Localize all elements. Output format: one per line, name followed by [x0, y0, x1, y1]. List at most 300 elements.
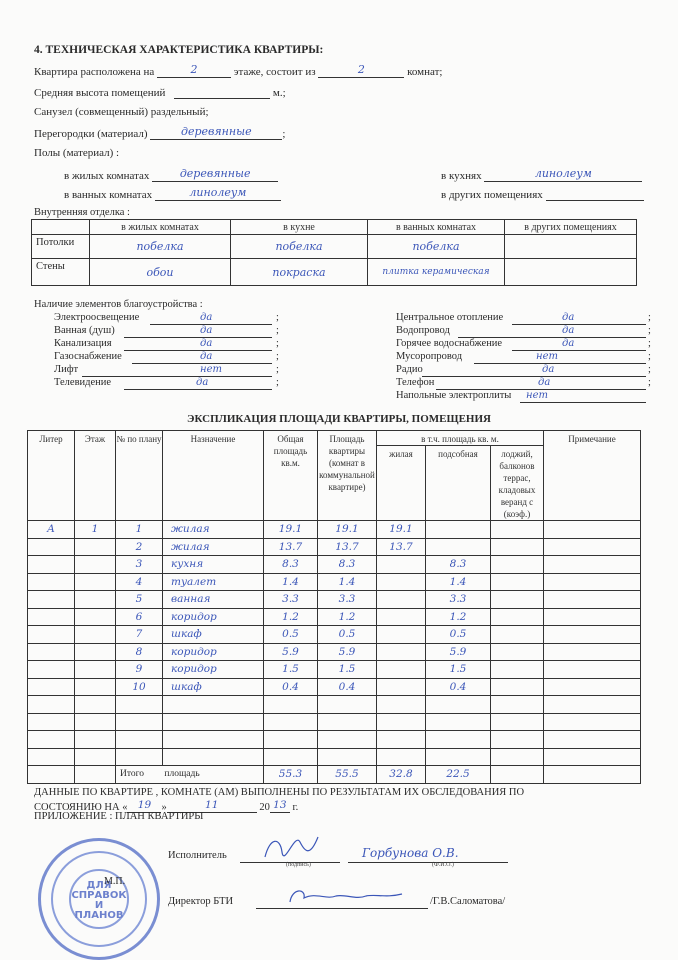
header-auxiliary: подсобная — [426, 446, 491, 521]
floors-living-line — [64, 168, 278, 182]
cell-aux[interactable] — [426, 696, 491, 714]
amenity-line — [512, 338, 646, 351]
floors-other-label: в других помещениях — [441, 189, 543, 201]
amenity-line — [82, 364, 272, 377]
cell-living[interactable] — [377, 678, 426, 696]
stamp-line: СПРАВОК — [71, 890, 127, 901]
floors-bath-label: в ванных комнатах — [64, 189, 153, 201]
amenity-item — [396, 338, 656, 352]
total-cell-note — [544, 766, 641, 784]
cell-aux[interactable]: 1.4 — [426, 573, 491, 591]
finish-cell[interactable] — [505, 235, 637, 259]
cell-no[interactable]: 9 — [116, 661, 163, 679]
cell-loggia[interactable] — [491, 678, 544, 696]
amenity-semicolon: ; — [276, 338, 279, 349]
finish-header-living: в жилых комнатах — [90, 220, 231, 235]
table-row — [28, 748, 641, 766]
cell-loggia[interactable] — [491, 521, 544, 539]
total-sum-apt[interactable]: 55.5 — [318, 766, 377, 784]
executor-label: Исполнитель — [168, 850, 227, 861]
amenities-left — [54, 312, 284, 397]
cell-living[interactable] — [377, 573, 426, 591]
cell-total[interactable] — [264, 713, 318, 731]
cell-total[interactable]: 3.3 — [264, 591, 318, 609]
amenity-value[interactable]: да — [542, 364, 555, 375]
table-row — [28, 521, 641, 539]
executor-name-line — [348, 848, 508, 863]
table-row — [28, 538, 641, 556]
cell-loggia[interactable] — [491, 573, 544, 591]
finish-cell[interactable]: побелка — [368, 235, 505, 259]
cell-apt[interactable]: 0.4 — [318, 678, 377, 696]
partitions-line: Перегородки (материал) деревянные ; — [34, 125, 286, 140]
cell-no[interactable] — [116, 731, 163, 749]
cell-liter[interactable] — [28, 573, 75, 591]
amenity-value[interactable]: да — [200, 351, 213, 362]
cell-loggia[interactable] — [491, 538, 544, 556]
cell-floor[interactable] — [75, 608, 116, 626]
amenity-label: Газоснабжение — [54, 351, 122, 362]
finish-row-walls — [32, 259, 637, 286]
attachment-text: ПРИЛОЖЕНИЕ : ПЛАН КВАРТИРЫ — [34, 811, 204, 822]
cell-note[interactable] — [544, 713, 641, 731]
cell-note[interactable] — [544, 608, 641, 626]
amenity-value[interactable]: да — [196, 377, 209, 388]
cell-note[interactable] — [544, 678, 641, 696]
cell-loggia[interactable] — [491, 591, 544, 609]
amenity-line — [512, 312, 646, 325]
finish-header-empty — [32, 220, 90, 235]
floors-living-value[interactable]: деревянные — [152, 168, 278, 182]
amenity-value[interactable]: да — [200, 338, 213, 349]
height-line — [34, 85, 286, 99]
finish-cell[interactable]: побелка — [231, 235, 368, 259]
cell-living[interactable] — [377, 556, 426, 574]
date-year[interactable]: 13 — [270, 799, 290, 813]
rooms-label: комнат; — [407, 66, 443, 78]
amenity-line — [124, 338, 272, 351]
floors-bath-value[interactable]: линолеум — [155, 187, 281, 201]
finish-cell[interactable]: побелка — [90, 235, 231, 259]
height-value[interactable] — [174, 85, 270, 99]
cell-living[interactable] — [377, 626, 426, 644]
cell-total[interactable]: 8.3 — [264, 556, 318, 574]
cell-purpose[interactable]: коридор — [163, 608, 264, 626]
header-living: жилая — [377, 446, 426, 521]
cell-aux[interactable]: 5.9 — [426, 643, 491, 661]
cell-no[interactable]: 4 — [116, 573, 163, 591]
signature-caption: (подпись) — [286, 862, 311, 868]
cell-apt[interactable]: 13.7 — [318, 538, 377, 556]
finish-table — [31, 219, 637, 286]
cell-purpose[interactable]: коридор — [163, 661, 264, 679]
cell-note[interactable] — [544, 556, 641, 574]
cell-living[interactable]: 13.7 — [377, 538, 426, 556]
floors-other-line — [441, 187, 644, 201]
amenity-value[interactable]: да — [562, 325, 575, 336]
quote-close: » — [161, 802, 167, 813]
cell-total[interactable]: 5.9 — [264, 643, 318, 661]
cell-no[interactable]: 7 — [116, 626, 163, 644]
cell-no[interactable]: 6 — [116, 608, 163, 626]
floors-bath-line — [64, 187, 281, 201]
state-label: СОСТОЯНИЮ НА « — [34, 802, 128, 813]
cell-liter[interactable] — [28, 678, 75, 696]
cell-purpose[interactable]: шкаф — [163, 626, 264, 644]
section-title: 4. ТЕХНИЧЕСКАЯ ХАРАКТЕРИСТИКА КВАРТИРЫ: — [34, 44, 324, 56]
date-day[interactable]: 19 — [127, 799, 161, 813]
amenity-label: Ванная (душ) — [54, 325, 115, 336]
amenity-semicolon: ; — [648, 351, 651, 362]
cell-floor[interactable] — [75, 696, 116, 714]
cell-no[interactable]: 2 — [116, 538, 163, 556]
amenity-semicolon: ; — [648, 377, 651, 388]
cell-liter[interactable] — [28, 696, 75, 714]
cell-liter[interactable] — [28, 661, 75, 679]
mp-label: М.П. — [104, 876, 126, 887]
amenity-semicolon: ; — [276, 312, 279, 323]
cell-apt[interactable]: 8.3 — [318, 556, 377, 574]
cell-purpose[interactable] — [163, 696, 264, 714]
cell-no[interactable]: 1 — [116, 521, 163, 539]
finish-label: Внутренняя отделка : — [34, 207, 130, 218]
cell-purpose[interactable]: ванная — [163, 591, 264, 609]
cell-loggia[interactable] — [491, 626, 544, 644]
amenity-semicolon: ; — [648, 338, 651, 349]
cell-purpose[interactable] — [163, 748, 264, 766]
amenity-value[interactable]: нет — [200, 364, 222, 375]
amenity-semicolon: ; — [276, 325, 279, 336]
cell-apt[interactable]: 0.5 — [318, 626, 377, 644]
cell-liter[interactable] — [28, 626, 75, 644]
header-total: Общая площадь кв.м. — [264, 431, 318, 521]
amenity-line — [124, 325, 272, 338]
stamp-line: И — [94, 900, 104, 911]
table-row — [28, 678, 641, 696]
cell-apt[interactable] — [318, 696, 377, 714]
cell-total[interactable]: 1.4 — [264, 573, 318, 591]
cell-living[interactable] — [377, 643, 426, 661]
table-row — [28, 696, 641, 714]
cell-purpose[interactable]: туалет — [163, 573, 264, 591]
amenity-item — [54, 377, 284, 391]
amenity-label: Электроосвещение — [54, 312, 140, 323]
bathroom-line: Санузел (совмещенный) раздельный; — [34, 106, 209, 118]
total-cell-loggia — [491, 766, 544, 784]
amenity-semicolon: ; — [648, 364, 651, 375]
cell-total[interactable]: 19.1 — [264, 521, 318, 539]
cell-living[interactable] — [377, 696, 426, 714]
cell-aux[interactable] — [426, 713, 491, 731]
cell-liter[interactable] — [28, 713, 75, 731]
amenity-label: Центральное отопление — [396, 312, 504, 323]
amenity-item — [396, 364, 656, 378]
table-row — [28, 591, 641, 609]
cell-living[interactable] — [377, 661, 426, 679]
cell-apt[interactable]: 1.5 — [318, 661, 377, 679]
table-row — [28, 608, 641, 626]
floor-value[interactable]: 2 — [157, 64, 231, 78]
cell-apt[interactable]: 1.2 — [318, 608, 377, 626]
cell-loggia[interactable] — [491, 731, 544, 749]
cell-note[interactable] — [544, 731, 641, 749]
cell-note[interactable] — [544, 538, 641, 556]
cell-floor[interactable] — [75, 591, 116, 609]
year-prefix: 20 — [259, 802, 270, 813]
director-signature-line[interactable] — [256, 894, 428, 909]
header-purpose: Назначение — [163, 431, 264, 521]
total-sum-living[interactable]: 32.8 — [377, 766, 426, 784]
signature-icon — [260, 832, 320, 862]
amenity-item — [54, 338, 284, 352]
amenity-line — [474, 351, 646, 364]
amenity-label: Телевидение — [54, 377, 112, 388]
director-name: /Г.В.Саломатова/ — [430, 896, 506, 907]
partitions-label: Перегородки (материал) — [34, 128, 148, 140]
amenity-semicolon: ; — [276, 377, 279, 388]
executor-name[interactable]: Горбунова О.В. — [362, 846, 459, 860]
finish-row-ceilings — [32, 235, 637, 259]
floor-label-mid: этаже, состоит из — [233, 66, 316, 78]
cell-purpose[interactable] — [163, 713, 264, 731]
total-label-text2: площадь — [164, 769, 200, 780]
cell-liter[interactable]: А — [28, 521, 75, 539]
floors-living-label: в жилых комнатах — [64, 170, 150, 182]
cell-living[interactable] — [377, 608, 426, 626]
cell-purpose[interactable]: жилая — [163, 538, 264, 556]
cell-floor[interactable] — [75, 661, 116, 679]
finish-cell[interactable]: обои — [90, 259, 231, 286]
amenity-line — [458, 325, 646, 338]
cell-liter[interactable] — [28, 748, 75, 766]
cell-apt[interactable] — [318, 713, 377, 731]
cell-aux[interactable]: 1.5 — [426, 661, 491, 679]
cell-loggia[interactable] — [491, 713, 544, 731]
cell-note[interactable] — [544, 626, 641, 644]
floors-other-value[interactable] — [546, 187, 644, 201]
partitions-value[interactable]: деревянные — [150, 126, 282, 140]
rooms-value[interactable]: 2 — [318, 64, 404, 78]
cell-floor[interactable] — [75, 643, 116, 661]
cell-total[interactable] — [264, 696, 318, 714]
amenity-value[interactable]: да — [562, 312, 575, 323]
cell-note[interactable] — [544, 573, 641, 591]
amenity-value[interactable]: да — [200, 312, 213, 323]
cell-liter[interactable] — [28, 731, 75, 749]
cell-note[interactable] — [544, 748, 641, 766]
cell-no[interactable] — [116, 748, 163, 766]
amenity-label: Мусоропровод — [396, 351, 463, 362]
cell-liter[interactable] — [28, 591, 75, 609]
header-loggia: лоджий, балконов террас, кладовых веранд с (коэф.) — [491, 446, 544, 521]
cell-liter[interactable] — [28, 643, 75, 661]
cell-liter[interactable] — [28, 556, 75, 574]
cell-loggia[interactable] — [491, 608, 544, 626]
amenity-label: Радио — [396, 364, 423, 375]
cell-no[interactable]: 8 — [116, 643, 163, 661]
amenity-line — [422, 364, 646, 377]
amenity-item — [54, 312, 284, 326]
cell-living[interactable] — [377, 713, 426, 731]
cell-floor[interactable] — [75, 556, 116, 574]
explication-header-row — [28, 431, 641, 446]
cell-total[interactable]: 0.5 — [264, 626, 318, 644]
cell-total[interactable] — [264, 748, 318, 766]
header-incl: в т.ч. площадь кв. м. — [377, 431, 544, 446]
cell-note[interactable] — [544, 591, 641, 609]
floors-label: Полы (материал) : — [34, 147, 120, 159]
amenity-item — [396, 351, 656, 365]
amenity-item — [396, 377, 656, 391]
total-sum-aux[interactable]: 22.5 — [426, 766, 491, 784]
cell-aux[interactable] — [426, 538, 491, 556]
director-label: Директор БТИ — [168, 896, 234, 907]
total-cell-liter — [28, 766, 75, 784]
statement-text: ДАННЫЕ ПО КВАРТИРЕ , КОМНАТЕ (АМ) ВЫПОЛНЕНЫ ПО РЕЗУЛЬТАТАМ ИХ ОБСЛЕДОВАНИЯ ПО — [34, 787, 525, 798]
finish-row-label: Потолки — [32, 235, 90, 259]
explication-title: ЭКСПЛИКАЦИЯ ПЛОЩАДИ КВАРТИРЫ, ПОМЕЩЕНИЯ — [187, 413, 491, 425]
header-apartment: Площадь квартиры (комнат в коммунальной квартире) — [318, 431, 377, 521]
cell-no[interactable] — [116, 713, 163, 731]
floors-kitchen-line — [441, 168, 642, 182]
cell-liter[interactable] — [28, 608, 75, 626]
cell-floor[interactable] — [75, 678, 116, 696]
cell-floor[interactable] — [75, 573, 116, 591]
cell-loggia[interactable] — [491, 556, 544, 574]
total-cell-floor — [75, 766, 116, 784]
amenity-value[interactable]: да — [200, 325, 213, 336]
amenity-label: Телефон — [396, 377, 435, 388]
table-row — [28, 556, 641, 574]
amenity-item — [54, 351, 284, 365]
cell-aux[interactable]: 0.4 — [426, 678, 491, 696]
amenity-value[interactable]: да — [538, 377, 551, 388]
cell-no[interactable]: 3 — [116, 556, 163, 574]
executor-signature-line[interactable] — [240, 848, 340, 863]
official-stamp — [38, 838, 160, 960]
cell-apt[interactable] — [318, 748, 377, 766]
cell-living[interactable] — [377, 591, 426, 609]
total-sum-total[interactable]: 55.3 — [264, 766, 318, 784]
cell-apt[interactable] — [318, 731, 377, 749]
cell-no[interactable] — [116, 696, 163, 714]
amenity-semicolon: ; — [276, 364, 279, 375]
header-plan-no: № по плану — [116, 431, 163, 521]
cell-aux[interactable] — [426, 521, 491, 539]
finish-row-label: Стены — [32, 259, 90, 286]
cell-purpose[interactable]: шкаф — [163, 678, 264, 696]
cell-apt[interactable]: 5.9 — [318, 643, 377, 661]
cell-no[interactable]: 5 — [116, 591, 163, 609]
cell-note[interactable] — [544, 521, 641, 539]
cell-loggia[interactable] — [491, 748, 544, 766]
amenities-label: Наличие элементов благоустройства : — [34, 299, 203, 310]
table-row — [28, 661, 641, 679]
cell-purpose[interactable]: кухня — [163, 556, 264, 574]
finish-cell[interactable] — [505, 259, 637, 286]
stamp-line: ДЛЯ — [86, 880, 112, 891]
cell-aux[interactable]: 0.5 — [426, 626, 491, 644]
finish-cell[interactable]: покраска — [231, 259, 368, 286]
amenity-item — [54, 325, 284, 339]
cell-floor[interactable] — [75, 731, 116, 749]
date-month[interactable]: 11 — [167, 799, 257, 813]
amenity-label: Лифт — [54, 364, 79, 375]
cell-apt[interactable]: 1.4 — [318, 573, 377, 591]
cell-living[interactable] — [377, 731, 426, 749]
cell-total[interactable]: 1.2 — [264, 608, 318, 626]
cell-purpose[interactable]: жилая — [163, 521, 264, 539]
cell-apt[interactable]: 19.1 — [318, 521, 377, 539]
amenity-value[interactable]: да — [562, 338, 575, 349]
floor-label: Квартира расположена на — [34, 66, 155, 78]
cell-total[interactable] — [264, 731, 318, 749]
cell-floor[interactable] — [75, 626, 116, 644]
table-row — [28, 643, 641, 661]
cell-total[interactable]: 0.4 — [264, 678, 318, 696]
finish-header-kitchen: в кухне — [231, 220, 368, 235]
cell-aux[interactable]: 3.3 — [426, 591, 491, 609]
cell-floor[interactable] — [75, 713, 116, 731]
height-label: Средняя высота помещений — [34, 87, 166, 99]
year-end: г. — [292, 802, 299, 813]
amenity-label: Канализация — [54, 338, 112, 349]
stamp-line: ПЛАНОВ — [74, 910, 124, 921]
cell-living[interactable]: 19.1 — [377, 521, 426, 539]
amenity-label: Горячее водоснабжение — [396, 338, 503, 349]
cell-apt[interactable]: 3.3 — [318, 591, 377, 609]
finish-header-bath: в ванных комнатах — [368, 220, 505, 235]
stamp-text — [41, 881, 157, 921]
total-label — [116, 766, 264, 784]
finish-header-row — [32, 220, 637, 235]
cell-total[interactable]: 1.5 — [264, 661, 318, 679]
amenity-item — [396, 312, 656, 326]
cell-purpose[interactable] — [163, 731, 264, 749]
cell-aux[interactable] — [426, 748, 491, 766]
explication-table — [27, 430, 641, 784]
amenity-semicolon: ; — [648, 325, 651, 336]
total-row — [28, 766, 641, 784]
cell-liter[interactable] — [28, 538, 75, 556]
amenity-value[interactable]: нет — [536, 351, 558, 362]
floors-kitchen-value[interactable]: линолеум — [484, 168, 642, 182]
cell-floor[interactable] — [75, 538, 116, 556]
cell-no[interactable]: 10 — [116, 678, 163, 696]
floors-kitchen-label: в кухнях — [441, 170, 482, 182]
cell-purpose[interactable]: коридор — [163, 643, 264, 661]
cell-aux[interactable]: 1.2 — [426, 608, 491, 626]
amenity-item — [54, 364, 284, 378]
cell-floor[interactable]: 1 — [75, 521, 116, 539]
header-liter: Литер — [28, 431, 75, 521]
cell-total[interactable]: 13.7 — [264, 538, 318, 556]
cell-note[interactable] — [544, 696, 641, 714]
cell-living[interactable] — [377, 748, 426, 766]
cell-aux[interactable] — [426, 731, 491, 749]
cell-loggia[interactable] — [491, 696, 544, 714]
table-row — [28, 713, 641, 731]
cell-loggia[interactable] — [491, 643, 544, 661]
cell-note[interactable] — [544, 643, 641, 661]
cell-note[interactable] — [544, 661, 641, 679]
cell-aux[interactable]: 8.3 — [426, 556, 491, 574]
cell-loggia[interactable] — [491, 661, 544, 679]
cell-floor[interactable] — [75, 748, 116, 766]
finish-cell[interactable]: плитка керамическая — [368, 259, 505, 286]
amenity-item — [396, 390, 656, 404]
amenity-value[interactable]: нет — [526, 390, 548, 401]
